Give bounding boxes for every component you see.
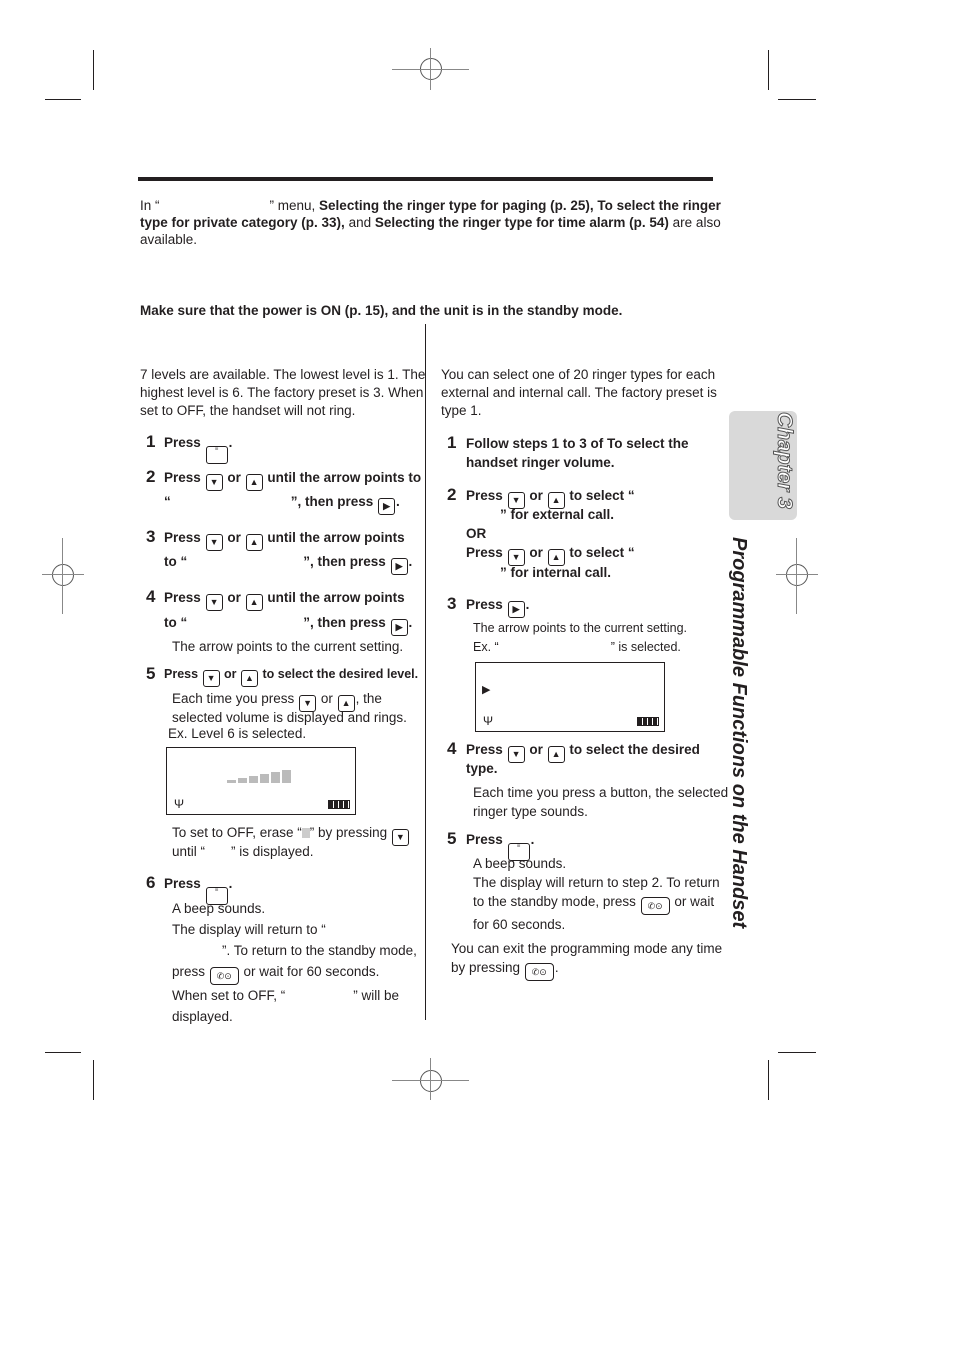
- crop-mark: [768, 1060, 769, 1100]
- left-step-2: Press ▼ or ▲ until the arrow points to: [164, 468, 421, 491]
- registration-mark: [420, 1070, 442, 1092]
- step-number: 5: [146, 664, 156, 683]
- registration-mark: [42, 574, 84, 575]
- lcd-display-volume: [166, 747, 356, 815]
- chapter-title: Programmable Functions on the Handset: [728, 537, 750, 929]
- step-number: 4: [447, 739, 457, 758]
- crop-mark: [778, 99, 816, 100]
- chapter-label: Chapter 3: [773, 412, 796, 509]
- up-arrow-key-icon: ▲: [241, 670, 258, 687]
- right-step-5: Press ≡ .: [466, 830, 534, 861]
- header-rule: [138, 177, 713, 181]
- crop-mark: [768, 50, 769, 90]
- left-step-5: Press ▼ or ▲ to select the desired level.: [164, 665, 418, 687]
- left-step-2-line2: “ ”, then press ▶ .: [164, 492, 400, 515]
- right-intro: You can select one of 20 ringer types for each external and internal call. The factory preset is type 1.: [441, 367, 717, 418]
- volume-level-bars: [227, 768, 297, 783]
- step-number: 1: [447, 433, 457, 452]
- left-intro: 7 levels are available. The lowest level is 1. The highest level is 6. The factory preset is 3. When set to OFF, the handset will not ring.: [140, 367, 426, 418]
- left-step-3: Press ▼ or ▲ until the arrow points: [164, 528, 405, 551]
- intro-paragraph: In “ ” menu, Selecting the ringer type for paging (p. 25), To select the ringer type for private category (p. 33), and Selecting the ringer type for time alarm (p. 54) are also available.: [140, 198, 721, 247]
- menu-key-icon: ≡: [508, 843, 530, 861]
- column-divider: [425, 324, 426, 1020]
- down-arrow-key-icon: ▼: [206, 594, 223, 611]
- antenna-icon: Ψ: [483, 714, 494, 728]
- up-arrow-key-icon: ▲: [548, 492, 565, 509]
- up-arrow-key-icon: ▲: [246, 534, 263, 551]
- step-number: 2: [447, 485, 457, 504]
- left-step-6-notes: A beep sounds. The display will return to “ ”. To return to the standby mode, press ✆⊙ or wait for 60 seconds. When set to OFF, “ ” will be displayed.: [172, 901, 417, 1024]
- right-step-2: Press ▼ or ▲ to select “: [466, 486, 635, 509]
- down-arrow-key-icon: ▼: [203, 670, 220, 687]
- left-step-5-note2: selected volume is displayed and rings.: [172, 710, 407, 725]
- crop-mark: [45, 1052, 81, 1053]
- right-step-2-or: OR: [466, 526, 487, 541]
- step-number: 4: [146, 587, 156, 606]
- left-step-6: Press ≡ .: [164, 874, 232, 905]
- right-arrow-key-icon: ▶: [508, 601, 525, 618]
- off-key-icon: ✆⊙: [641, 897, 670, 915]
- off-key-icon: ✆⊙: [525, 963, 554, 981]
- left-step-5-note: Each time you press ▼ or ▲ , the: [172, 689, 382, 712]
- battery-icon: [637, 717, 659, 726]
- right-step-4-line2: type.: [466, 761, 498, 776]
- step-number: 3: [447, 594, 457, 613]
- up-arrow-key-icon: ▲: [246, 474, 263, 491]
- right-step-2-line4: Press ▼ or ▲ to select “: [466, 543, 635, 566]
- step-number: 3: [146, 527, 156, 546]
- registration-mark: [796, 538, 797, 614]
- step-number: 5: [447, 829, 457, 848]
- down-arrow-key-icon: ▼: [508, 746, 525, 763]
- step-number: 2: [146, 467, 156, 486]
- down-arrow-key-icon: ▼: [299, 695, 316, 712]
- lcd-display-ringer-type: [475, 662, 665, 732]
- left-off-note: To set to OFF, erase “ ” by pressing ▼: [172, 823, 410, 846]
- step-number: 1: [146, 432, 156, 451]
- registration-mark: [62, 538, 63, 614]
- up-arrow-key-icon: ▲: [246, 594, 263, 611]
- right-step-4: Press ▼ or ▲ to select the desired: [466, 740, 700, 763]
- down-arrow-key-icon: ▼: [206, 534, 223, 551]
- left-step-5-example: Ex. Level 6 is selected.: [168, 726, 307, 741]
- registration-mark: [776, 574, 818, 575]
- down-arrow-key-icon: ▼: [206, 474, 223, 491]
- down-arrow-key-icon: ▼: [392, 829, 409, 846]
- down-arrow-key-icon: ▼: [508, 549, 525, 566]
- right-step-2-line5: ” for internal call.: [500, 565, 612, 580]
- left-step-4-line2: to “ ”, then press ▶ .: [164, 613, 412, 636]
- right-step-4-note: Each time you press a button, the selected ringer type sounds.: [473, 785, 729, 819]
- menu-key-icon: ≡: [206, 887, 228, 905]
- right-exit-note: You can exit the programming mode any time by pressing ✆⊙ .: [451, 939, 722, 981]
- antenna-icon: Ψ: [174, 797, 185, 811]
- right-arrow-key-icon: ▶: [391, 619, 408, 636]
- left-step-4-note: The arrow points to the current setting.: [172, 639, 404, 654]
- selection-arrow-icon: ▶: [482, 684, 491, 696]
- right-step-3-example: Ex. “ ” is selected.: [473, 640, 681, 654]
- crop-mark: [93, 1060, 94, 1100]
- battery-icon: [328, 800, 350, 809]
- right-step-3-note: The arrow points to the current setting.: [473, 621, 687, 635]
- up-arrow-key-icon: ▲: [548, 549, 565, 566]
- up-arrow-key-icon: ▲: [338, 695, 355, 712]
- registration-mark: [52, 564, 74, 586]
- left-step-4: Press ▼ or ▲ until the arrow points: [164, 588, 405, 611]
- right-step-3: Press ▶ .: [466, 595, 529, 618]
- up-arrow-key-icon: ▲: [548, 746, 565, 763]
- registration-mark: [786, 564, 808, 586]
- right-step-5-notes: A beep sounds. The display will return to step 2. To return to the standby mode, press ✆⊙ or wait for 60 seconds.: [473, 856, 720, 932]
- right-step-2-line2: ” for external call.: [500, 507, 615, 522]
- left-off-note2: until “ ” is displayed.: [172, 844, 314, 859]
- right-arrow-key-icon: ▶: [391, 558, 408, 575]
- step-number: 6: [146, 873, 156, 892]
- down-arrow-key-icon: ▼: [508, 492, 525, 509]
- crop-mark: [93, 50, 94, 90]
- prerequisite-note: Make sure that the power is ON (p. 15), and the unit is in the standby mode.: [140, 303, 623, 318]
- right-arrow-key-icon: ▶: [378, 498, 395, 515]
- menu-key-icon: ≡: [206, 446, 228, 464]
- left-step-1: Press ≡ .: [164, 433, 232, 464]
- registration-mark: [430, 1058, 431, 1100]
- crop-mark: [45, 99, 81, 100]
- registration-mark: [430, 48, 431, 90]
- right-step-1: Follow steps 1 to 3 of To select the handset ringer volume.: [466, 436, 689, 470]
- left-step-3-line2: to “ ”, then press ▶ .: [164, 552, 412, 575]
- off-key-icon: ✆⊙: [210, 967, 239, 985]
- crop-mark: [778, 1052, 816, 1053]
